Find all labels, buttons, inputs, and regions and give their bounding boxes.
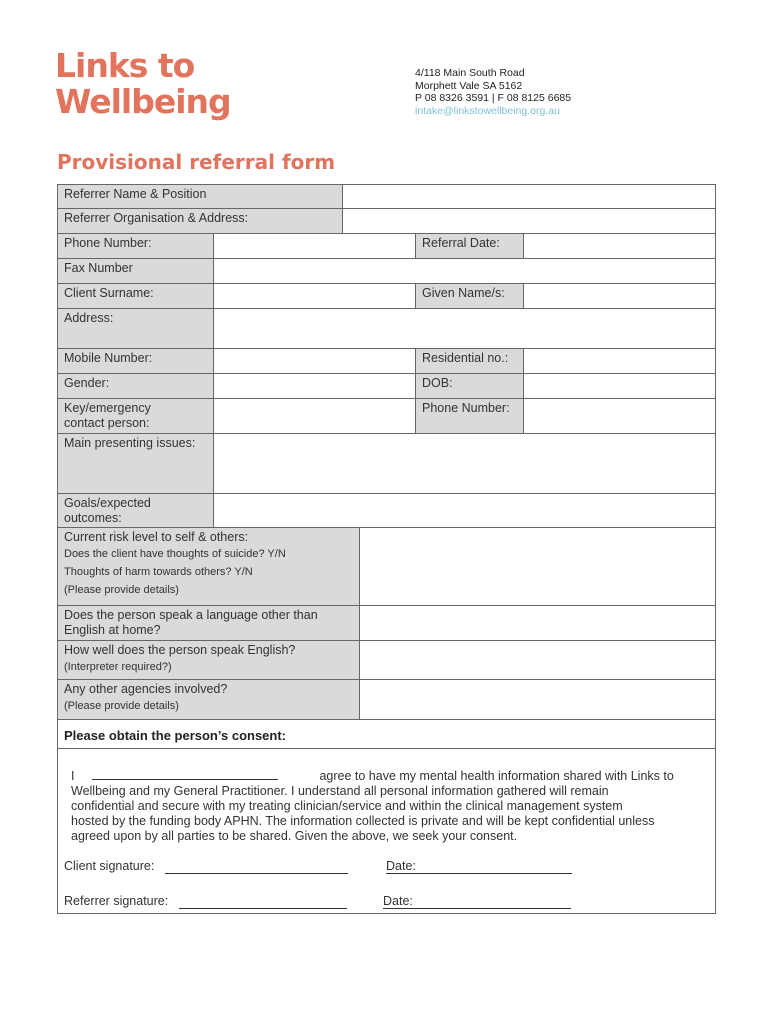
consent-section	[57, 749, 716, 914]
contact-phone-label: Phone Number:	[415, 399, 523, 433]
row-mobile	[57, 349, 716, 374]
address-field[interactable]	[213, 309, 715, 348]
row-goals	[57, 494, 716, 528]
contact-block	[415, 67, 571, 117]
referrer-name-field[interactable]	[342, 185, 715, 208]
row-fax	[57, 259, 716, 284]
consent-name-field[interactable]	[92, 779, 278, 780]
row-key-contact	[57, 399, 716, 434]
client-signature-field[interactable]	[165, 873, 348, 874]
email-link[interactable]: intake@linkstowellbeing.org.au	[415, 104, 560, 117]
gender-label: Gender:	[58, 374, 213, 398]
risk-label	[58, 528, 359, 605]
form-title: Provisional referral form	[57, 150, 336, 174]
english-field[interactable]	[359, 641, 715, 679]
risk-field[interactable]	[359, 528, 715, 605]
referrer-signature-row	[64, 894, 168, 909]
referral-date-field[interactable]	[523, 234, 715, 258]
goals-label-line-2: outcomes:	[64, 511, 122, 525]
goals-label-line-1: Goals/expected	[64, 496, 151, 510]
dob-label: DOB:	[415, 374, 523, 398]
residential-field[interactable]	[523, 349, 715, 373]
language-label-line-2: English at home?	[64, 623, 161, 637]
referrer-name-label: Referrer Name & Position	[58, 185, 342, 208]
referrer-signature-field[interactable]	[179, 908, 347, 909]
given-names-label: Given Name/s:	[415, 284, 523, 308]
referral-form-table	[57, 184, 716, 914]
language-label-line-1: Does the person speak a language other than	[64, 608, 318, 622]
date-1-field[interactable]	[386, 873, 572, 874]
risk-harm-question: Thoughts of harm towards others? Y/N	[64, 566, 253, 578]
consent-text	[71, 769, 711, 844]
goals-field[interactable]	[213, 494, 715, 527]
key-contact-field[interactable]	[213, 399, 415, 433]
mobile-label: Mobile Number:	[58, 349, 213, 373]
phone-fax: P 08 8326 3591 | F 08 8125 6685	[415, 92, 572, 104]
row-address	[57, 309, 716, 349]
address-label: Address:	[58, 309, 213, 348]
risk-suicide-question: Does the client have thoughts of suicide? Y/N	[64, 548, 286, 560]
main-issues-field[interactable]	[213, 434, 715, 493]
key-contact-label-line-1: Key/emergency	[64, 401, 151, 415]
agencies-field[interactable]	[359, 680, 715, 719]
consent-text-line-4: hosted by the funding body APHN. The information collected is private and will be kept confidential unless	[71, 814, 655, 828]
phone-label: Phone Number:	[58, 234, 213, 258]
row-consent-heading	[57, 720, 716, 749]
row-agencies	[57, 680, 716, 720]
address-line-2: Morphett Vale SA 5162	[415, 79, 523, 92]
client-surname-label: Client Surname:	[58, 284, 213, 308]
key-contact-label-line-2: contact person:	[64, 416, 150, 430]
agencies-details-note: (Please provide details)	[64, 700, 179, 712]
referrer-org-field[interactable]	[342, 209, 715, 233]
risk-title: Current risk level to self & others:	[64, 530, 249, 544]
referrer-signature-label: Referrer signature:	[64, 894, 169, 908]
mobile-field[interactable]	[213, 349, 415, 373]
agencies-label	[58, 680, 359, 719]
language-label	[58, 606, 359, 640]
consent-prefix: I	[71, 769, 75, 783]
date-1-label: Date:	[386, 859, 416, 873]
consent-text-line-3: confidential and secure with my treating clinician/service and within the clinical management system	[71, 799, 623, 813]
row-referrer-name	[57, 184, 716, 209]
logo	[55, 48, 231, 120]
consent-text-line-2: Wellbeing and my General Practitioner. I understand all personal information gathered will remain	[71, 784, 609, 798]
risk-details-note: (Please provide details)	[64, 584, 179, 596]
consent-heading: Please obtain the person’s consent:	[64, 728, 287, 743]
row-english	[57, 641, 716, 680]
referrer-org-label: Referrer Organisation & Address:	[58, 209, 342, 233]
referral-date-label: Referral Date:	[415, 234, 523, 258]
date-2-label: Date:	[383, 894, 413, 908]
gender-field[interactable]	[213, 374, 415, 398]
row-main-issues	[57, 434, 716, 494]
date-2-field[interactable]	[383, 908, 571, 909]
given-names-field[interactable]	[523, 284, 715, 308]
client-signature-row	[64, 859, 154, 874]
consent-text-line-5: agreed upon by all parties to be shared. Given the above, we seek your consent.	[71, 829, 518, 843]
language-field[interactable]	[359, 606, 715, 640]
fax-field[interactable]	[213, 259, 715, 283]
english-question: How well does the person speak English?	[64, 643, 296, 657]
row-gender	[57, 374, 716, 399]
address-line-1: 4/118 Main South Road	[415, 67, 525, 79]
client-signature-label: Client signature:	[64, 859, 155, 873]
consent-text-line-1: agree to have my mental health information shared with Links to	[319, 769, 674, 783]
agencies-question: Any other agencies involved?	[64, 682, 228, 696]
phone-field[interactable]	[213, 234, 415, 258]
interpreter-note: (Interpreter required?)	[64, 661, 172, 673]
dob-field[interactable]	[523, 374, 715, 398]
contact-phone-field[interactable]	[523, 399, 715, 433]
main-issues-label: Main presenting issues:	[58, 434, 213, 493]
english-label	[58, 641, 359, 679]
residential-label: Residential no.:	[415, 349, 523, 373]
row-referrer-org	[57, 209, 716, 234]
row-phone	[57, 234, 716, 259]
logo-line-1: Links to	[55, 46, 195, 85]
client-surname-field[interactable]	[213, 284, 415, 308]
goals-label	[58, 494, 213, 527]
fax-label: Fax Number	[58, 259, 213, 283]
row-client-name	[57, 284, 716, 309]
row-language	[57, 606, 716, 641]
logo-line-2: Wellbeing	[55, 82, 231, 121]
key-contact-label	[58, 399, 213, 433]
consent-line-1	[71, 769, 711, 784]
row-risk	[57, 528, 716, 606]
